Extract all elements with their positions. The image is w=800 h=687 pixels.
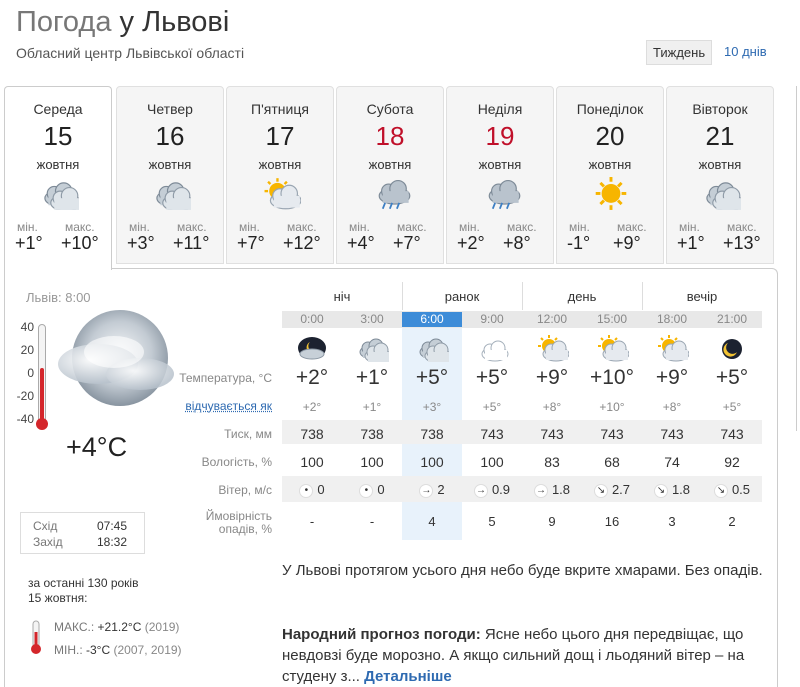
humidity-cell: 74 [664,454,680,470]
min-label: мін. [17,220,38,234]
wind-cell: ↘ 0.5 [702,478,762,502]
current-temperature: +4°C [66,432,128,462]
period-label: день [567,289,597,304]
partly-sunny-icon [655,334,689,362]
max-label: макс. [177,220,207,234]
humidity-cell: 100 [480,454,504,470]
min-temp: +3° [127,233,155,253]
max-temp: +11° [173,233,210,253]
min-temp: +2° [457,233,485,253]
feels-cell: +2° [302,400,322,414]
wind-cell: ↘ 2.7 [582,478,642,502]
partly-sunny-icon [261,177,301,211]
day-name: Неділя [477,101,523,117]
max-label: макс. [727,220,757,234]
period-label: вечір [686,289,718,304]
max-temp: +13° [723,233,761,253]
wind-cell: → 1.8 [522,478,582,502]
week-toggle-button[interactable]: Тиждень [646,40,712,65]
pressure-cell: 743 [540,426,564,442]
precip-cell: - [369,514,375,529]
day-date: 19 [485,121,515,151]
cloudy-icon [415,334,449,362]
temp-cell: +9° [655,366,689,389]
humidity-cell: 92 [724,454,740,470]
period-label: ніч [333,289,351,304]
temp-cell: +5° [415,366,449,389]
row-label-temp: Температура, °C [179,371,272,385]
row-label-humidity: Вологість, % [201,455,272,469]
day-date: 17 [265,121,295,151]
folk-forecast: Народний прогноз погоди: Ясне небо цього дня передвіщає, що невдовзі буде морозно. А якщо сильний дощ і льодяний вітер – на студену з... Детальніше [282,626,745,685]
max-temp: +9° [613,233,641,253]
day-month: жовтня [258,157,302,172]
day-month: жовтня [36,157,80,172]
wind-direction-icon: → [475,484,486,496]
precip-cell: 4 [428,514,436,529]
sunrise-sunset-box [20,512,145,554]
min-temp: +4° [347,233,375,253]
feels-cell: +1° [362,400,382,414]
temp-cell: +9° [535,366,569,389]
scale-tick: 20 [20,343,34,357]
temp-cell: +10° [589,366,635,389]
day-tab-5[interactable] [446,86,554,264]
temp-cell: +5° [475,366,509,389]
feels-cell: +8° [542,400,562,414]
day-date: 20 [595,121,625,151]
min-label: мін. [459,220,480,234]
day-tab-1[interactable] [4,86,112,270]
row-label-wind: Вітер, м/с [218,483,272,497]
max-label: макс. [65,220,95,234]
day-name: Понеділок [576,101,644,117]
day-description: У Львові протягом усього дня небо буде вкрите хмарами. Без опадів. [282,562,763,579]
day-month: жовтня [588,157,632,172]
wind-direction-icon: ↘ [594,484,608,498]
cloudy-icon [39,177,79,211]
min-label: мін. [569,220,590,234]
min-label: мін. [349,220,370,234]
partly-sunny-icon [535,334,569,362]
sunrise-time: 07:45 [97,519,128,533]
more-link[interactable]: Детальніше [364,668,452,685]
wind-cell: • 0 [342,478,402,502]
min-temp: -1° [567,233,591,253]
precip-cell: - [309,514,315,529]
day-tabs [4,86,778,268]
scale-tick: 40 [20,320,34,334]
hour-tab[interactable]: 6:00 [402,312,462,327]
history-max: МАКС.: +21.2°C (2019) [54,620,180,634]
city-time: Львів: 8:00 [26,290,91,305]
period-divider [522,282,523,310]
max-label: макс. [507,220,537,234]
wind-cell: → 2 [402,478,462,502]
hour-tab[interactable]: 12:00 [536,312,568,326]
humidity-cell: 68 [604,454,620,470]
temp-cell: +5° [715,366,749,389]
hour-tab[interactable]: 15:00 [596,312,628,326]
pressure-cell: 738 [360,426,384,442]
period-divider [642,282,643,310]
wind-cell: ↘ 1.8 [642,478,702,502]
min-label: мін. [679,220,700,234]
thermometer-level [40,368,44,422]
pressure-cell: 743 [480,426,504,442]
cloudy-icon [701,177,741,211]
pressure-cell: 738 [300,426,324,442]
day-date: 21 [705,121,735,151]
humidity-cell: 83 [544,454,560,470]
humidity-cell: 100 [420,454,444,470]
day-date: 15 [43,121,73,151]
history-min: МІН.: -3°C (2007, 2019) [54,643,182,657]
humidity-cell: 100 [360,454,384,470]
hour-tab[interactable]: 21:00 [716,312,748,326]
day-name: Середа [33,101,83,117]
wind-direction-icon: → [421,484,432,496]
min-label: мін. [239,220,260,234]
ten-days-link[interactable]: 10 днів [724,44,767,59]
day-tab-7[interactable] [666,86,774,264]
page-subtitle: Обласний центр Львівської області [16,45,245,61]
wind-cell: → 0.9 [462,478,522,502]
max-temp: +8° [503,233,531,253]
day-month: жовтня [368,157,412,172]
row-label-pressure: Тиск, мм [224,427,272,441]
moon-cloudy-icon [295,334,329,362]
period-label: ранок [444,289,480,304]
day-tab-4[interactable] [336,86,444,264]
day-name: Субота [366,101,414,117]
precip-cell: 16 [604,514,620,529]
page-title: Погода у Львові [16,6,230,38]
feels-cell: +5° [722,400,742,414]
day-name: Четвер [147,101,193,117]
feels-cell: +10° [599,400,625,414]
rain-icon [371,177,411,211]
day-date: 16 [155,121,185,151]
temp-cell: +1° [355,366,389,389]
pressure-cell: 743 [720,426,744,442]
partly-sunny-icon [595,334,629,362]
min-temp: +1° [677,233,705,253]
panel-border [796,86,797,431]
pressure-cell: 743 [600,426,624,442]
row-label-feels[interactable]: відчувається як [185,399,272,413]
pressure-cell: 743 [660,426,684,442]
hour-tab[interactable]: 3:00 [360,312,384,326]
wind-direction-icon: → [535,484,546,496]
max-temp: +7° [393,233,421,253]
hour-tab[interactable]: 9:00 [480,312,504,326]
scale-tick: -40 [16,412,34,426]
sunset-label: Захід [33,535,63,549]
humidity-cell: 100 [300,454,324,470]
day-tab-2[interactable] [116,86,224,264]
moon-icon [715,334,749,362]
precip-cell: 2 [728,514,736,529]
temp-cell: +2° [295,366,329,389]
scale-tick: -20 [16,389,34,403]
row-label-precip: Ймовірність опадів, % [205,509,272,536]
day-month: жовтня [698,157,742,172]
day-tab-6[interactable] [556,86,664,264]
precip-cell: 3 [668,514,676,529]
sunrise-label: Схід [33,519,58,533]
cloudy-icon [355,334,389,362]
wind-direction-icon: • [299,484,313,498]
min-temp: +7° [237,233,265,253]
wind-direction-icon: ↘ [654,484,668,498]
feels-cell: +3° [422,400,442,414]
max-temp: +12° [283,233,321,253]
cloud-icon [475,334,509,362]
wind-direction-icon: • [359,484,373,498]
sun-icon [591,177,631,211]
hour-tab[interactable]: 18:00 [656,312,688,326]
day-month: жовтня [148,157,192,172]
min-label: мін. [129,220,150,234]
wind-cell: • 0 [282,478,342,502]
cloudy-icon [151,177,191,211]
precip-cell: 9 [548,514,556,529]
day-date: 18 [375,121,405,151]
period-divider [402,282,403,310]
history-title: за останні 130 років 15 жовтня: [28,576,139,605]
scale-tick: 0 [27,366,34,380]
max-label: макс. [287,220,317,234]
max-temp: +10° [61,233,99,253]
thermometer-bulb [36,418,48,430]
day-name: Вівторок [692,101,748,117]
rain-icon [481,177,521,211]
day-tab-3[interactable] [226,86,334,264]
min-temp: +1° [15,233,43,253]
feels-cell: +8° [662,400,682,414]
precip-cell: 5 [488,514,496,529]
current-cloudy-icon [48,308,180,412]
max-label: макс. [397,220,427,234]
feels-cell: +5° [482,400,502,414]
day-month: жовтня [478,157,522,172]
wind-direction-icon: ↘ [714,484,728,498]
sunset-time: 18:32 [97,535,128,549]
history-thermometer-icon [28,620,44,656]
pressure-cell: 738 [420,426,444,442]
hour-tab[interactable]: 0:00 [300,312,324,326]
day-name: П'ятниця [251,101,309,117]
max-label: макс. [617,220,647,234]
